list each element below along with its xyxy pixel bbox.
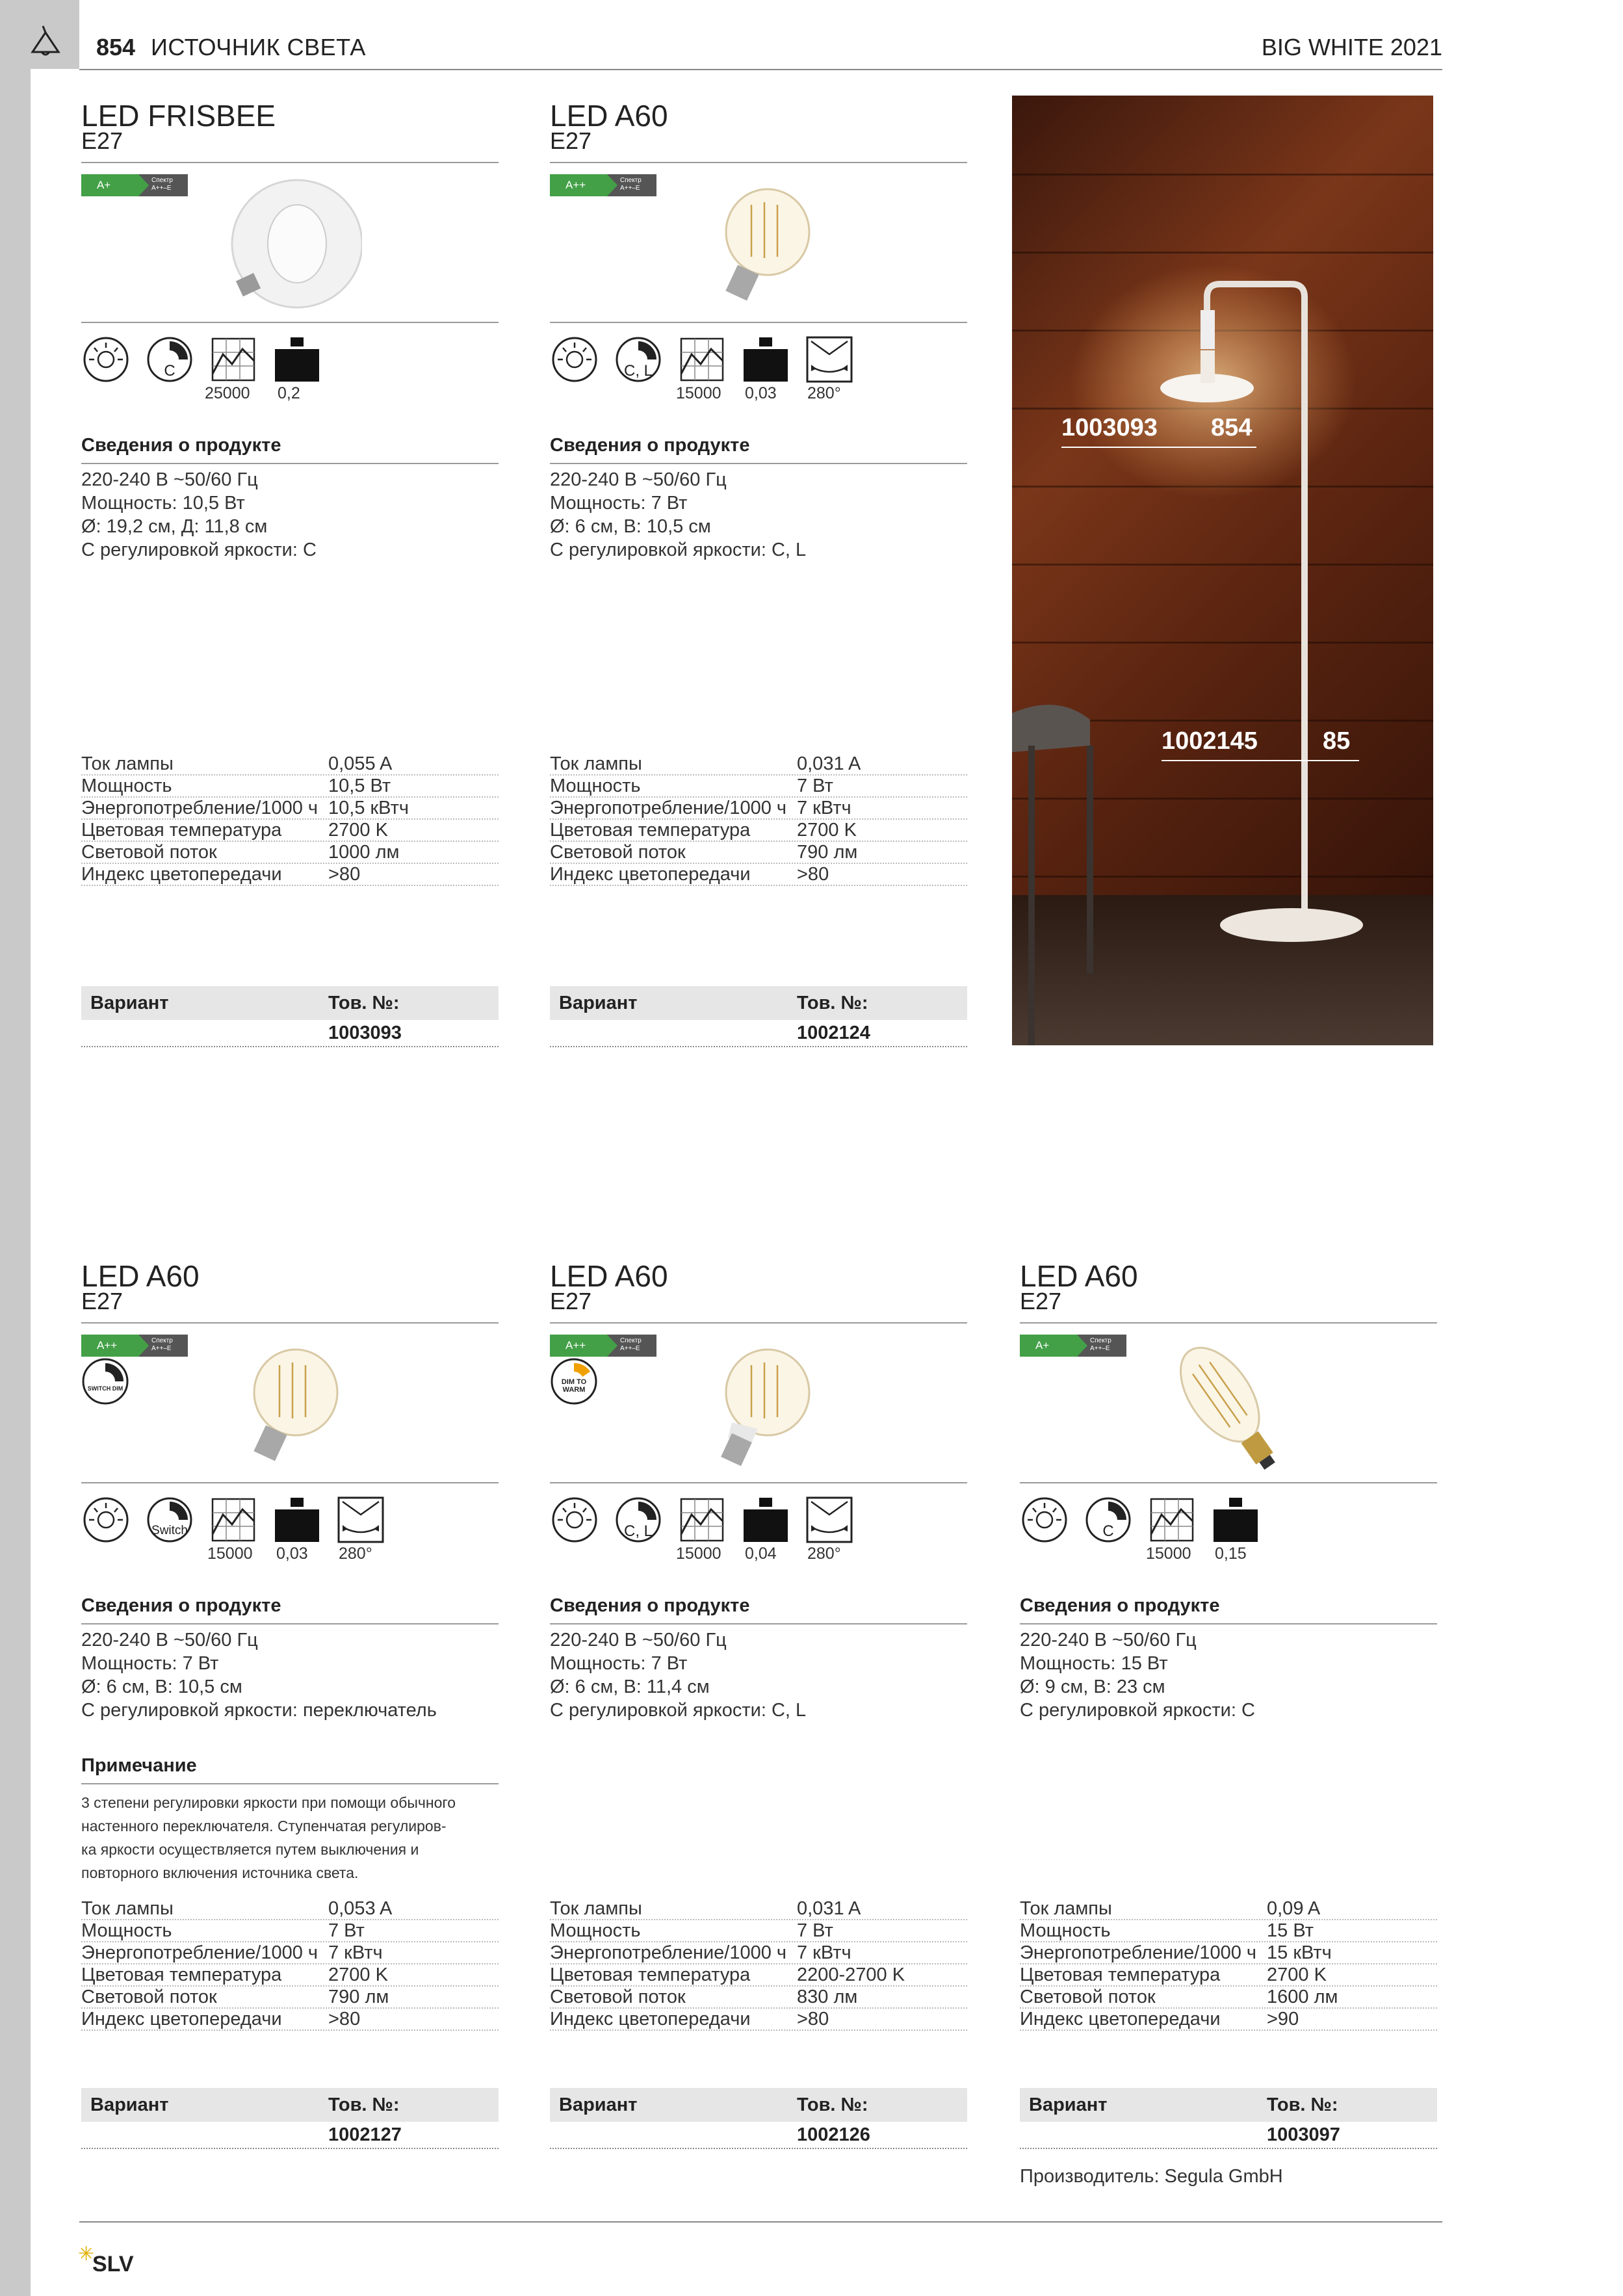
filament-bulb-image [706, 185, 816, 315]
info-line: Мощность: 15 Вт [1020, 1653, 1168, 1674]
info-line: С регулировкой яркости: переключатель [81, 1700, 437, 1721]
product-info [550, 468, 806, 562]
lamp-icon [26, 23, 65, 62]
spec-row: Ток лампы 0,031 A [550, 1898, 967, 1920]
spec-row: Световой поток 830 лм [550, 1987, 967, 2009]
spec-row: Энергопотребление/1000 ч 7 кВтч [550, 1942, 967, 1964]
dimmable-icon [614, 335, 663, 384]
energy-label [81, 1335, 188, 1357]
product-base: E27 [1020, 1288, 1062, 1314]
energy-class: A++ [550, 174, 607, 196]
product-card [81, 1259, 499, 2145]
lifetime-chart-icon [677, 1495, 727, 1545]
beam-angle-value: 280° [807, 1545, 841, 1563]
ed-filament-bulb-image [1166, 1339, 1296, 1482]
icon-rule [81, 1482, 499, 1483]
note-text [81, 1791, 456, 1885]
spec-row: Цветовая температура 2200-2700 K [550, 1964, 967, 1987]
dimmable-icon [1084, 1495, 1133, 1545]
beam-angle-value: 280° [807, 384, 841, 402]
floor-lamp-illustration [1012, 96, 1433, 1045]
info-line: Мощность: 7 Вт [550, 493, 688, 514]
spec-row: Цветовая температура 2700 K [81, 820, 499, 842]
spec-row: Мощность 7 Вт [81, 1920, 499, 1942]
section-title: ИСТОЧНИК СВЕТА [151, 34, 366, 60]
footer-rule [79, 2221, 1442, 2223]
spec-row: Цветовая температура 2700 K [1020, 1964, 1437, 1987]
note-heading: Примечание [81, 1755, 197, 1776]
icon-row [550, 335, 854, 384]
switch-dim-badge: SWITCH DIM [81, 1357, 129, 1405]
info-rule [81, 1623, 499, 1624]
filament-bulb-image [706, 1346, 816, 1476]
weight-value: 0,15 [1215, 1545, 1247, 1563]
variant-row: 1002127 [81, 2122, 499, 2149]
info-line: Мощность: 7 Вт [81, 1653, 219, 1674]
product-card [81, 99, 499, 1043]
product-info-heading: Сведения о продукте [1020, 1595, 1220, 1616]
spec-row: Мощность 10,5 Вт [81, 776, 499, 798]
spec-row: Энергопотребление/1000 ч 7 кВтч [550, 798, 967, 820]
page-sidebar [0, 0, 31, 2296]
energy-spectrum: Спектр A++–E [617, 1335, 656, 1357]
product-card [550, 1259, 967, 2145]
info-rule [550, 1623, 967, 1624]
product-base: E27 [81, 1288, 123, 1314]
icon-row [1020, 1495, 1260, 1545]
manufacturer-note: Производитель: Segula GmbH [1020, 2166, 1283, 2187]
icon-rule [550, 322, 967, 323]
dimmable-icon [145, 335, 194, 384]
info-rule [1020, 1623, 1437, 1624]
spec-row: Ток лампы 0,053 A [81, 1898, 499, 1920]
light-bulb-icon [81, 335, 131, 384]
variant-header: Вариант Тов. №: [81, 986, 499, 1020]
info-line: С регулировкой яркости: C, L [550, 1700, 807, 1721]
spec-row: Ток лампы 0,055 A [81, 753, 499, 776]
spec-table [81, 1898, 499, 2031]
energy-label [550, 1335, 656, 1357]
energy-arrow [1077, 1335, 1087, 1357]
note-rule [81, 1783, 499, 1784]
info-line: 220-240 В ~50/60 Гц [550, 1630, 727, 1650]
lifetime-chart-icon [677, 335, 727, 384]
spec-row: Индекс цветопередачи >80 [550, 864, 967, 886]
dim-label: C, L [623, 362, 653, 380]
header-rule [79, 69, 1442, 70]
dimmable-icon [614, 1495, 663, 1545]
dim-to-warm-badge: DIM TO WARM [550, 1357, 598, 1405]
weight-value: 0,03 [276, 1545, 308, 1563]
energy-label [81, 174, 188, 196]
spec-table [550, 1898, 967, 2031]
icon-row [81, 335, 322, 384]
title-rule [81, 1322, 499, 1324]
info-rule [550, 463, 967, 464]
spec-row: Световой поток 790 лм [81, 1987, 499, 2009]
lifetime-value: 15000 [676, 1545, 721, 1563]
light-bulb-icon [1020, 1495, 1069, 1545]
energy-spectrum: Спектр A++–E [1087, 1335, 1126, 1357]
product-info-heading: Сведения о продукте [550, 1595, 750, 1616]
icon-row [550, 1495, 854, 1545]
product-info [81, 468, 317, 562]
light-bulb-icon [550, 335, 599, 384]
info-line: С регулировкой яркости: C [81, 540, 317, 560]
info-line: Ø: 9 см, В: 23 см [1020, 1676, 1165, 1697]
title-rule [1020, 1322, 1437, 1324]
variant-row: 1003093 [81, 1020, 499, 1047]
dim-label: Switch [151, 1524, 188, 1537]
note-line: 3 степени регулировки яркости при помощи обычного [81, 1794, 456, 1811]
product-title: LED A60 [1020, 1259, 1138, 1293]
product-title: LED A60 [81, 1259, 200, 1293]
lifetime-value: 25000 [205, 384, 250, 402]
product-info-heading: Сведения о продукте [81, 1595, 281, 1616]
info-line: Ø: 6 см, В: 11,4 см [550, 1676, 710, 1697]
spec-row: Световой поток 1000 лм [81, 842, 499, 864]
frisbee-bulb-image [226, 179, 362, 322]
product-card [1020, 1259, 1437, 2187]
energy-class: A++ [550, 1335, 607, 1357]
energy-class: A+ [81, 174, 138, 196]
product-card [550, 99, 967, 1043]
lifetime-value: 15000 [207, 1545, 253, 1563]
energy-spectrum: Спектр A++–E [149, 1335, 188, 1357]
icon-rule [1020, 1482, 1437, 1483]
energy-arrow [607, 1335, 617, 1357]
energy-label [550, 174, 656, 196]
beam-angle-icon [336, 1495, 385, 1545]
weight-icon [741, 335, 790, 384]
page-number: 854 [96, 34, 136, 60]
spec-row: Индекс цветопередачи >80 [81, 864, 499, 886]
energy-arrow [138, 174, 149, 196]
filament-bulb-image [234, 1346, 344, 1476]
hotspot-item-no: 1003093 [1061, 414, 1158, 441]
info-line: Ø: 6 см, В: 10,5 см [550, 516, 711, 537]
beam-angle-icon [805, 1495, 854, 1545]
product-info-heading: Сведения о продукте [550, 435, 750, 456]
weight-value: 0,04 [745, 1545, 777, 1563]
icon-rule [81, 322, 499, 323]
info-line: 220-240 В ~50/60 Гц [1020, 1630, 1197, 1650]
dim-label: C [164, 362, 175, 380]
title-rule [550, 1322, 967, 1324]
energy-spectrum: Спектр A++–E [617, 174, 656, 196]
info-line: Ø: 6 см, В: 10,5 см [81, 1676, 242, 1697]
energy-label [1020, 1335, 1126, 1357]
product-info [550, 1628, 806, 1722]
product-info-heading: Сведения о продукте [81, 435, 281, 456]
spec-row: Энергопотребление/1000 ч 15 кВтч [1020, 1942, 1437, 1964]
sidebar-corner [0, 0, 79, 69]
note-line: ка яркости осуществляется путем выключения и [81, 1841, 419, 1858]
spec-row: Энергопотребление/1000 ч 7 кВтч [81, 1942, 499, 1964]
variant-header: Вариант Тов. №: [81, 2088, 499, 2122]
info-rule [81, 463, 499, 464]
energy-class: A++ [81, 1335, 138, 1357]
dimmable-icon [145, 1495, 194, 1545]
weight-value: 0,03 [745, 384, 777, 402]
variant-row: 1003097 [1020, 2122, 1437, 2149]
slv-logo: ✳ SLV [78, 2243, 134, 2276]
spec-row: Ток лампы 0,09 A [1020, 1898, 1437, 1920]
hotspot-rule [1061, 447, 1256, 448]
beam-angle-value: 280° [339, 1545, 372, 1563]
catalog-name: BIG WHITE 2021 [1261, 34, 1442, 60]
energy-arrow [138, 1335, 149, 1357]
spec-row: Световой поток 1600 лм [1020, 1987, 1437, 2009]
info-line: Ø: 19,2 см, Д: 11,8 см [81, 516, 268, 537]
spec-row: Цветовая температура 2700 K [81, 1964, 499, 1987]
product-title: LED FRISBEE [81, 99, 276, 133]
product-base: E27 [550, 1288, 592, 1314]
title-rule [550, 162, 967, 163]
info-line: Мощность: 7 Вт [550, 1653, 688, 1674]
product-base: E27 [550, 127, 592, 154]
light-bulb-icon [550, 1495, 599, 1545]
title-rule [81, 162, 499, 163]
light-bulb-icon [81, 1495, 131, 1545]
beam-angle-icon [805, 335, 854, 384]
dim-label: C [1102, 1522, 1114, 1540]
weight-icon [741, 1495, 790, 1545]
note-line: повторного включения источника света. [81, 1864, 359, 1881]
energy-class: A+ [1020, 1335, 1077, 1357]
icon-row [81, 1495, 385, 1545]
info-line: 220-240 В ~50/60 Гц [81, 469, 258, 490]
spec-row: Мощность 15 Вт [1020, 1920, 1437, 1942]
weight-icon [272, 1495, 322, 1545]
product-info [1020, 1628, 1255, 1722]
product-info [81, 1628, 437, 1722]
energy-spectrum: Спектр A++–E [149, 174, 188, 196]
spec-row: Цветовая температура 2700 K [550, 820, 967, 842]
spec-table [81, 753, 499, 886]
hotspot-page: 854 [1211, 414, 1253, 441]
floor-lamp-photo [1012, 96, 1433, 1045]
spec-row: Индекс цветопередачи >80 [81, 2009, 499, 2031]
energy-arrow [607, 174, 617, 196]
weight-icon [1211, 1495, 1260, 1545]
lifetime-chart-icon [1147, 1495, 1197, 1545]
variant-header: Вариант Тов. №: [550, 2088, 967, 2122]
variant-header: Вариант Тов. №: [550, 986, 967, 1020]
info-line: С регулировкой яркости: C [1020, 1700, 1255, 1721]
hotspot-page: 85 [1323, 727, 1351, 755]
hotspot-item-no: 1002145 [1162, 727, 1258, 755]
spec-table [550, 753, 967, 886]
spec-row: Индекс цветопередачи >90 [1020, 2009, 1437, 2031]
product-title: LED A60 [550, 99, 668, 133]
info-line: С регулировкой яркости: C, L [550, 540, 807, 560]
lifetime-chart-icon [209, 335, 258, 384]
spec-row: Индекс цветопередачи >80 [550, 2009, 967, 2031]
info-line: 220-240 В ~50/60 Гц [550, 469, 727, 490]
hotspot-rule [1162, 760, 1359, 761]
product-title: LED A60 [550, 1259, 668, 1293]
spec-row: Мощность 7 Вт [550, 776, 967, 798]
info-line: Мощность: 10,5 Вт [81, 493, 245, 514]
sun-icon: ✳ [78, 2243, 95, 2265]
variant-row: 1002126 [550, 2122, 967, 2149]
weight-value: 0,2 [278, 384, 300, 402]
variant-row: 1002124 [550, 1020, 967, 1047]
note-line: настенного переключателя. Ступенчатая регулиров- [81, 1818, 447, 1834]
icon-rule [550, 1482, 967, 1483]
spec-row: Ток лампы 0,031 A [550, 753, 967, 776]
product-base: E27 [81, 127, 123, 154]
lifetime-chart-icon [209, 1495, 258, 1545]
spec-row: Энергопотребление/1000 ч 10,5 кВтч [81, 798, 499, 820]
spec-table [1020, 1898, 1437, 2031]
spec-row: Мощность 7 Вт [550, 1920, 967, 1942]
variant-header: Вариант Тов. №: [1020, 2088, 1437, 2122]
dim-label: C, L [623, 1522, 653, 1540]
info-line: 220-240 В ~50/60 Гц [81, 1630, 258, 1650]
weight-icon [272, 335, 322, 384]
lifetime-value: 15000 [676, 384, 721, 402]
spec-row: Световой поток 790 лм [550, 842, 967, 864]
lifetime-value: 15000 [1146, 1545, 1191, 1563]
